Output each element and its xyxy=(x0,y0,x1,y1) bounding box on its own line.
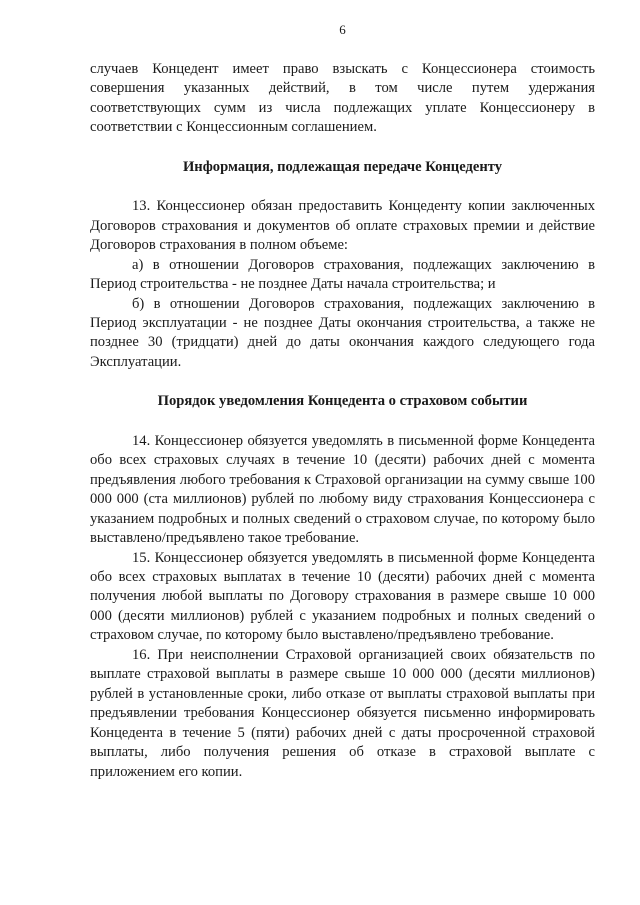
paragraph-13a: а) в отношении Договоров страхования, подлежащих заключению в Период строительства - не позднее Даты начала строительства; и xyxy=(90,256,595,293)
paragraph-intro: случаев Концедент имеет право взыскать с Концессионера стоимость совершения указанных действий, в том числе путем удержания соответствующих сумм из числа подлежащих уплате Концессионеру в соответствии с Концессионным соглашением. xyxy=(90,61,595,136)
document-page xyxy=(90,0,595,905)
paragraph-16: 16. При неисполнении Страховой организацией своих обязательств по выплате страховой выплаты в размере свыше 10 000 000 (десяти миллионов) рублей в установленные сроки, либо отказе от выплаты страховой выплаты при предъявлении требования Концессионер обязуется письменно информировать Концедента в течение 5 (пяти) рабочих дней с даты просроченной страховой выплаты, либо получения решения об отказе в страховой выплате с приложением его копии. xyxy=(90,646,595,780)
paragraph-14: 14. Концессионер обязуется уведомлять в письменной форме Концедента обо всех страховых случаях в течение 10 (десяти) рабочих дней с момента предъявления любого требования к Страховой организации на сумму свыше 100 000 000 (ста миллионов) рублей по любому виду страхования Концессионера с указанием подробных и полных сведений о страховом случае, по которому было выставлено/предъявлено такое требование. xyxy=(90,432,595,547)
section-heading-information: Информация, подлежащая передаче Концеденту xyxy=(182,158,503,175)
document-body xyxy=(90,60,595,782)
paragraph-13: 13. Концессионер обязан предоставить Концеденту копии заключенных Договоров страхования и документов об оплате страховых премии и действие Договоров страхования в полном объеме: xyxy=(90,198,595,254)
paragraph-13b: б) в отношении Договоров страхования, подлежащих заключению в Период эксплуатации - не позднее Даты окончания строительства, а также не позднее 30 (тридцати) дней до даты окончания каждого следующего года Эксплуатации. xyxy=(90,295,595,370)
section-heading-notification: Порядок уведомления Концедента о страховом событии xyxy=(157,393,528,410)
page-number: 6 xyxy=(339,22,346,37)
paragraph-15: 15. Концессионер обязуется уведомлять в письменной форме Концедента обо всех страховых выплатах в течение 10 (десяти) рабочих дней с момента получения любой выплаты по Договору страхования в размере свыше 10 000 000 (десяти миллионов) рублей с указанием подробных и полных сведений о страховом случае, по которому было выставлено/предъявлено требование. xyxy=(90,549,595,644)
